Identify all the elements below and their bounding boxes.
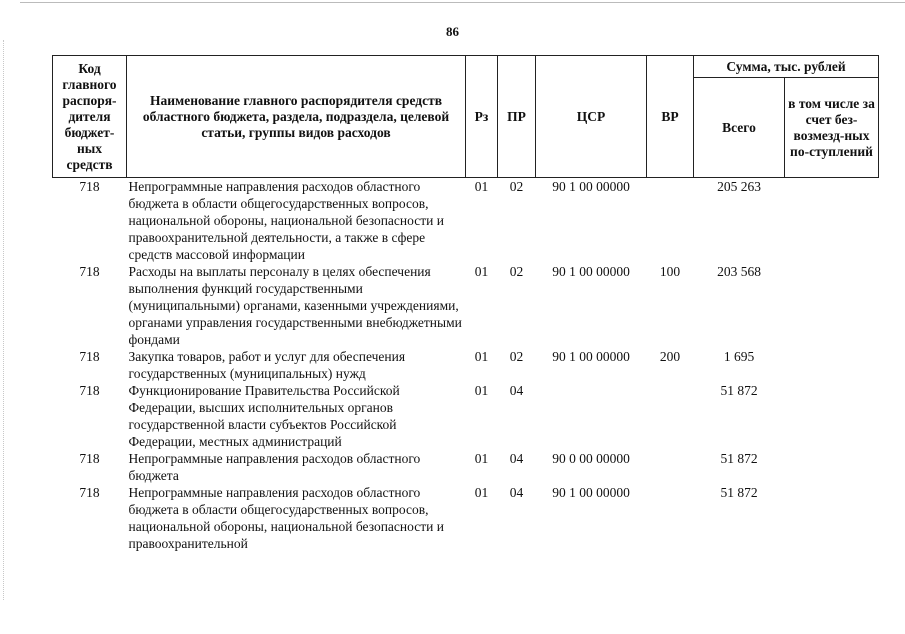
cell-name: Непрограммные направления расходов областного бюджета в области общегосударственных вопросов, национальной обороны, национальной безопасности и правоохранительной xyxy=(128,485,444,551)
cell-vr xyxy=(647,484,694,552)
scan-margin-marks xyxy=(3,40,6,600)
cell-vr xyxy=(647,382,694,450)
header-csr: ЦСР xyxy=(536,56,647,178)
cell-vr xyxy=(647,178,694,264)
cell-total: 1 695 xyxy=(723,349,755,364)
cell-csr xyxy=(536,382,647,450)
cell-pr: 04 xyxy=(509,451,524,466)
header-pr: ПР xyxy=(498,56,536,178)
cell-including xyxy=(785,484,879,552)
header-sum-group: Сумма, тыс. рублей xyxy=(694,56,879,78)
cell-name: Закупка товаров, работ и услуг для обеспечения государственных (муниципальных) нужд xyxy=(128,349,406,381)
cell-csr: 90 0 00 00000 xyxy=(552,451,630,466)
cell-including xyxy=(785,450,879,484)
cell-name: Функционирование Правительства Российской Федерации, высших исполнительных органов государственной власти субъектов Российской Федерации, местных администраций xyxy=(128,383,400,449)
cell-total: 51 872 xyxy=(720,485,758,500)
cell-pr: 02 xyxy=(509,349,524,364)
budget-table xyxy=(52,55,879,552)
cell-including xyxy=(785,178,879,264)
cell-total: 205 263 xyxy=(717,179,761,194)
cell-rz: 01 xyxy=(474,451,489,466)
cell-code: 718 xyxy=(79,349,100,364)
cell-including xyxy=(785,382,879,450)
cell-pr: 02 xyxy=(509,179,524,194)
cell-code: 718 xyxy=(79,485,100,500)
header-including: в том числе за счет без-возмезд-ных по-ступлений xyxy=(785,78,879,178)
cell-csr: 90 1 00 00000 xyxy=(552,264,630,279)
cell-total: 51 872 xyxy=(720,451,758,466)
cell-csr: 90 1 00 00000 xyxy=(552,179,630,194)
table-row xyxy=(53,178,879,264)
page-number: 86 xyxy=(446,24,459,39)
cell-pr: 04 xyxy=(509,383,524,398)
page-top-edge xyxy=(20,2,905,3)
header-total: Всего xyxy=(694,78,785,178)
cell-csr: 90 1 00 00000 xyxy=(552,485,630,500)
table-row xyxy=(53,382,879,450)
cell-csr: 90 1 00 00000 xyxy=(552,349,630,364)
cell-name: Непрограммные направления расходов областного бюджета xyxy=(128,451,421,483)
cell-vr xyxy=(647,450,694,484)
cell-rz: 01 xyxy=(474,264,489,279)
cell-vr: 100 xyxy=(659,264,681,279)
cell-code: 718 xyxy=(79,264,100,279)
cell-vr: 200 xyxy=(659,349,681,364)
cell-including xyxy=(785,348,879,382)
cell-total: 51 872 xyxy=(720,383,758,398)
cell-pr: 04 xyxy=(509,485,524,500)
cell-including xyxy=(785,263,879,348)
header-code: Код главного распоря-дителя бюджет-ных средств xyxy=(53,56,127,178)
table-row xyxy=(53,263,879,348)
cell-rz: 01 xyxy=(474,349,489,364)
cell-code: 718 xyxy=(79,383,100,398)
cell-rz: 01 xyxy=(474,383,489,398)
header-rz: Рз xyxy=(466,56,498,178)
cell-pr: 02 xyxy=(509,264,524,279)
table-row xyxy=(53,348,879,382)
header-vr: ВР xyxy=(647,56,694,178)
table-row xyxy=(53,484,879,552)
cell-rz: 01 xyxy=(474,485,489,500)
cell-code: 718 xyxy=(79,451,100,466)
cell-total: 203 568 xyxy=(717,264,761,279)
cell-name: Непрограммные направления расходов областного бюджета в области общегосударственных вопросов, национальной обороны, национальной безопасности и правоохранительной деятельности, а также в сфере средств массовой информации xyxy=(128,179,444,262)
table-header xyxy=(53,56,879,178)
cell-name: Расходы на выплаты персоналу в целях обеспечения выполнения функций государственными (муниципальными) органами, казенными учреждениями, органами управления государственными внебюджетными фондами xyxy=(128,264,462,347)
cell-code: 718 xyxy=(79,179,100,194)
cell-rz: 01 xyxy=(474,179,489,194)
header-name: Наименование главного распорядителя средств областного бюджета, раздела, подраздела, целевой статьи, группы видов расходов xyxy=(127,56,466,178)
table-row xyxy=(53,450,879,484)
